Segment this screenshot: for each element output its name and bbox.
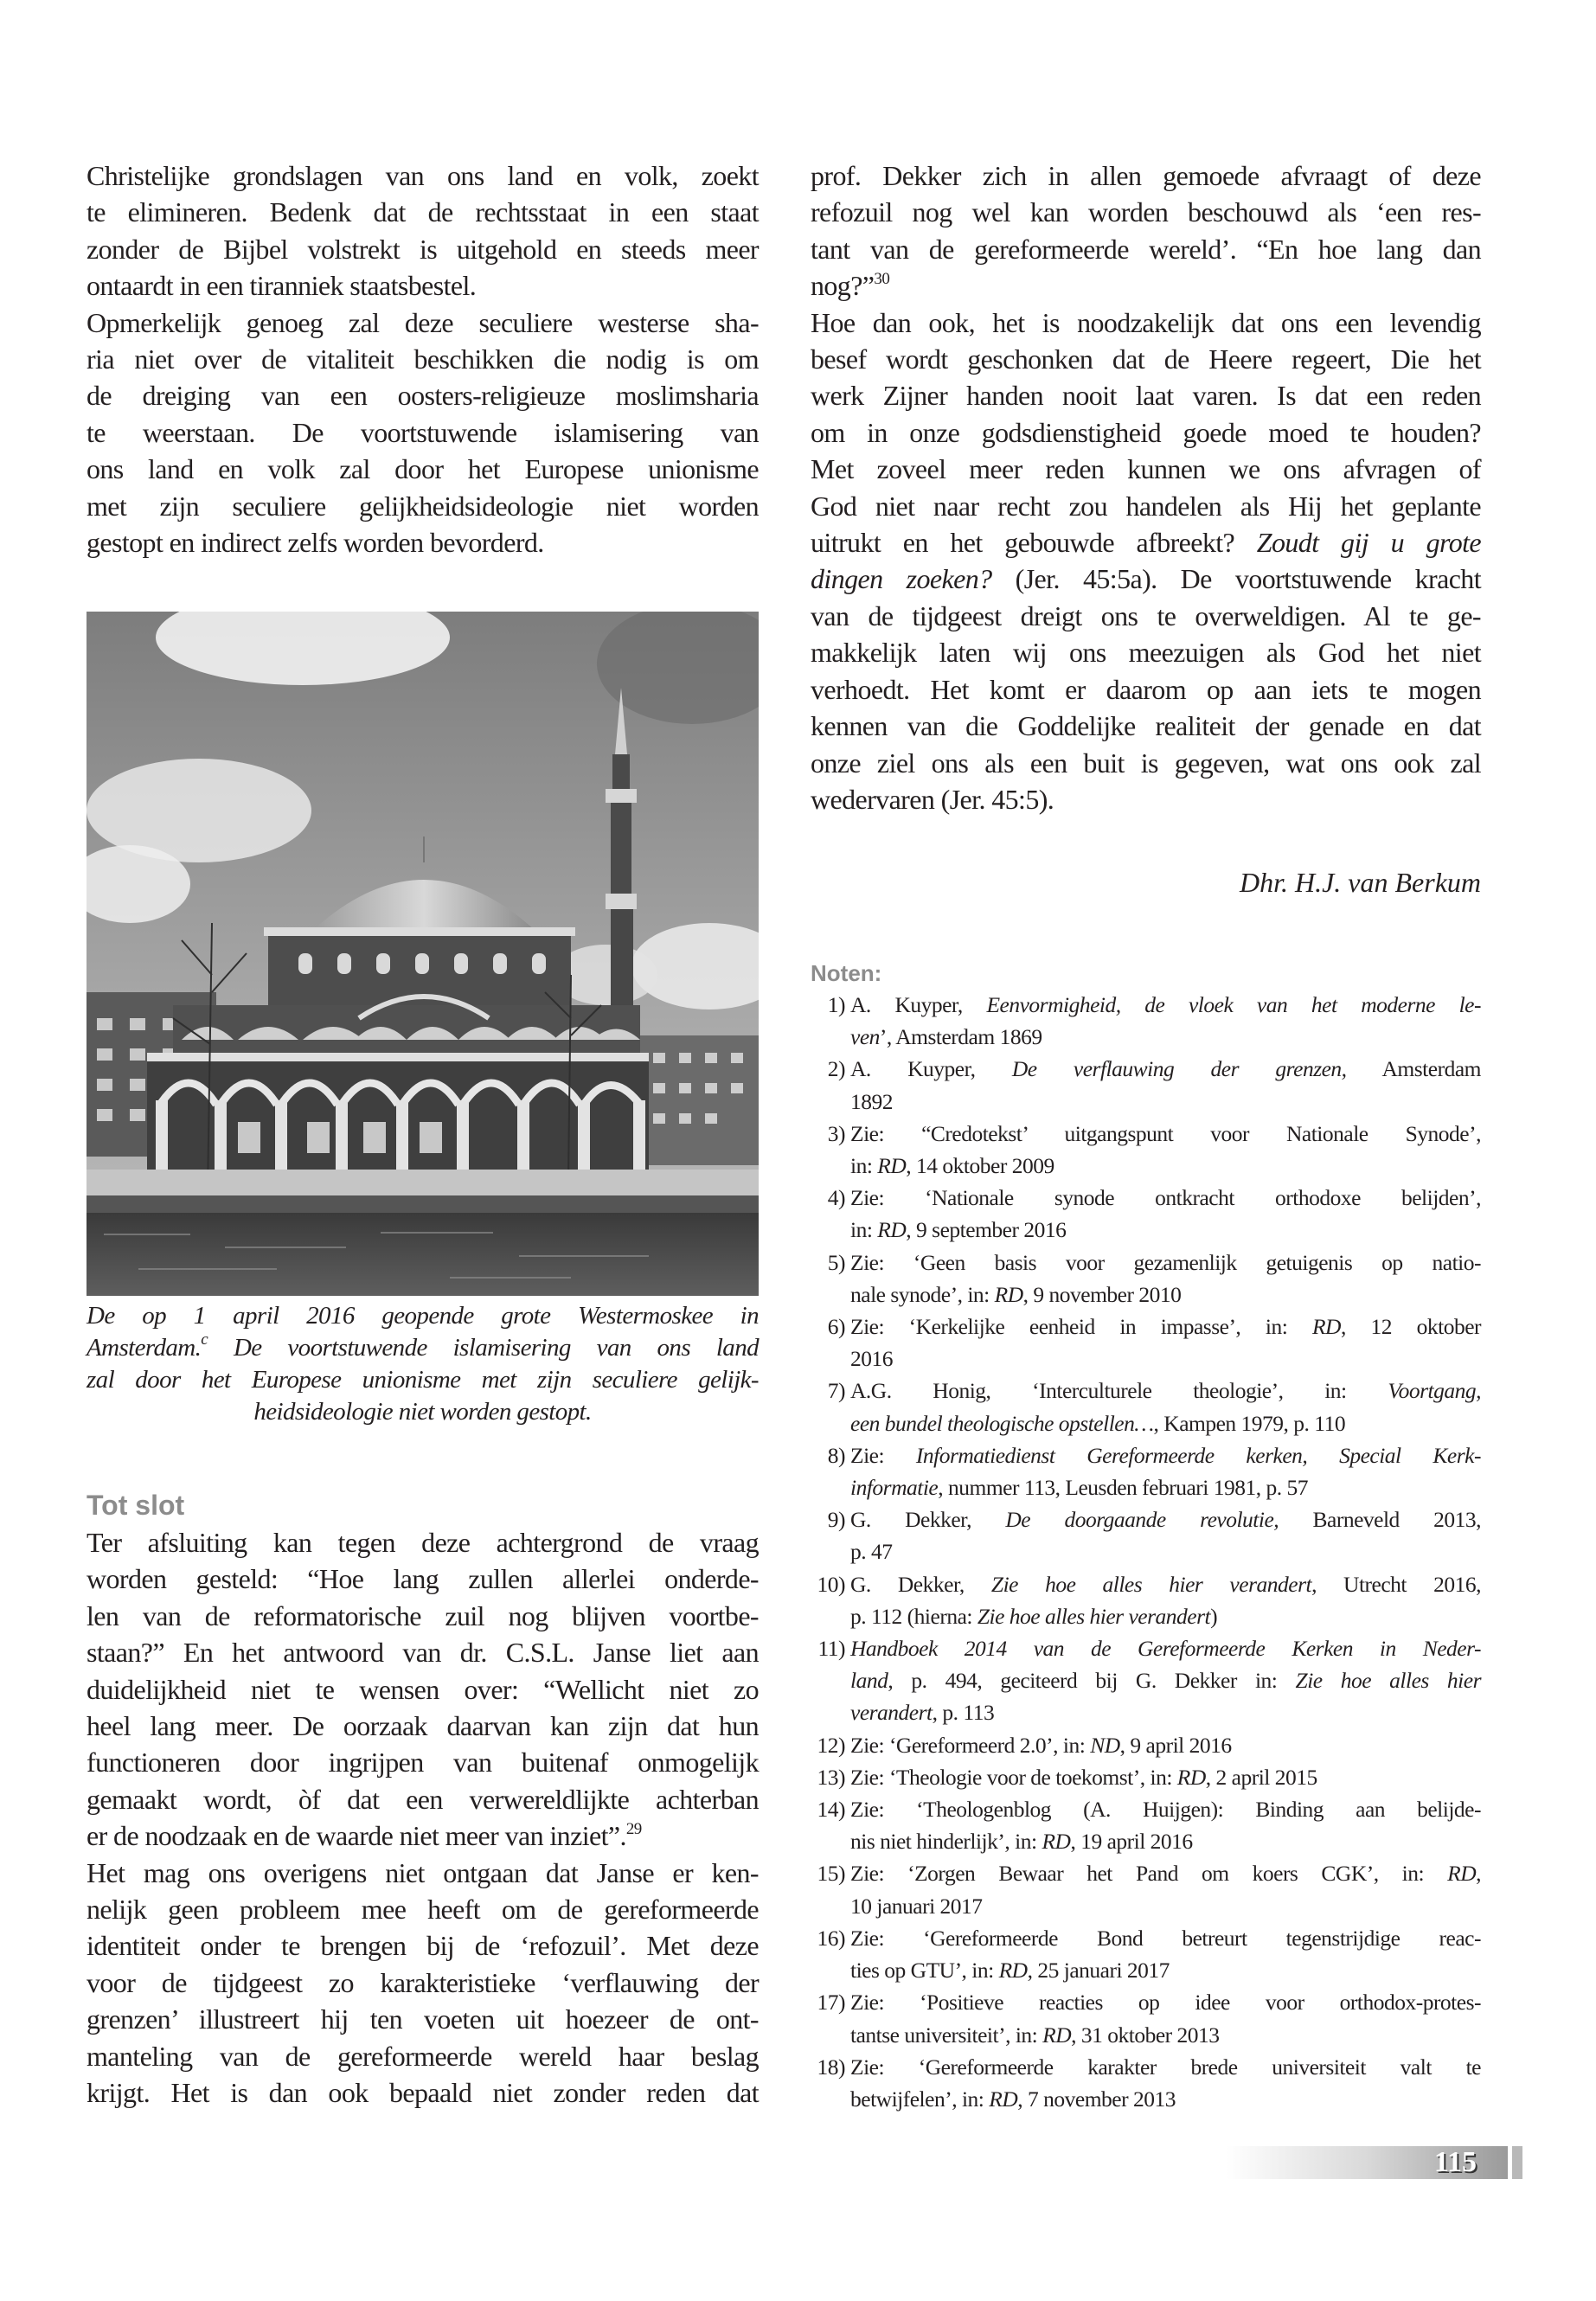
mosque-image-icon [87, 612, 759, 1296]
note-text: Zie: ‘Theologenblog (A. Huijgen): Binding aan belijde- nis niet hinderlijk’, in: RD, 19 april 2016 [850, 1797, 1481, 1855]
author-signature: Dhr. H.J. van Berkum [1239, 867, 1481, 898]
note-item [811, 2051, 1481, 2115]
mosque-photo [87, 612, 759, 1296]
note-item [811, 1761, 1481, 1793]
paragraph: Opmerkelijk genoeg zal deze seculiere westerse sha- ria niet over de vitaliteit beschikken die nodig is om de dreiging van een oosters-religieuze moslimsharia te weerstaan. De voortstuwende islamisering van ons land en volk zal door het Europese unionisme met zijn seculiere gelijkheidsideologie niet worden gestopt en indirect zelfs worden bevorderd. [87, 306, 759, 559]
note-text: Zie: ‘Gereformeerde karakter brede universiteit valt te betwijfelen’, in: RD, 7 november 2013 [850, 2054, 1481, 2112]
note-number: 3) [827, 1120, 845, 1146]
section-heading-tot-slot: Tot slot [87, 1490, 185, 1521]
note-text: Zie: ‘Zorgen Bewaar het Pand om koers CGK’, in: RD, 10 januari 2017 [850, 1861, 1481, 1919]
section-tot-slot-body [87, 1524, 759, 2112]
note-item [811, 1247, 1481, 1311]
note-item [811, 1439, 1481, 1503]
right-column-body [811, 157, 1481, 817]
note-text: G. Dekker, Zie hoe alles hier verandert, Utrecht 2016, p. 112 (hierna: Zie hoe alles hier verandert) [850, 1571, 1481, 1629]
note-text: Zie: ‘Theologie voor de toekomst’, in: RD, 2 april 2015 [850, 1764, 1317, 1790]
note-item [811, 1311, 1481, 1375]
note-number: 8) [827, 1442, 845, 1468]
note-number: 14) [817, 1797, 845, 1823]
note-number: 13) [817, 1764, 845, 1790]
note-number: 16) [817, 1925, 845, 1951]
note-text: Zie: ‘Gereformeerd 2.0’, in: ND, 9 april 2016 [850, 1732, 1232, 1758]
note-text: Zie: ‘Positieve reacties op idee voor orthodox-protes- tantse universiteit’, in: RD, 31 oktober 2013 [850, 1990, 1481, 2048]
note-number: 1) [827, 992, 845, 1017]
note-number: 17) [817, 1990, 845, 2016]
paragraph: Christelijke grondslagen van ons land en volk, zoekt te elimineren. Bedenk dat de rechtsstaat in een staat zonder de Bijbel volstrekt is uitgehold en steeds meer ontaardt in een tiranniek staatsbestel. [87, 160, 759, 302]
left-column-intro [87, 157, 759, 561]
note-number: 12) [817, 1732, 845, 1758]
note-item [811, 989, 1481, 1053]
note-number: 11) [817, 1636, 845, 1662]
note-text: Zie: Informatiedienst Gereformeerde kerken, Special Kerk- informatie, nummer 113, Leusden februari 1981, p. 57 [850, 1442, 1481, 1501]
paragraph: Het mag ons overigens niet ontgaan dat Janse er ken- nelijk geen probleem mee heeft om de gereformeerde identiteit onder te brengen bij de ‘refozuil’. Met deze voor de tijdgeest zo karakteristieke ‘verflauwing der grenzen’ illustreert hij ten voeten uit hoezeer de ont- manteling van de gereformeerde wereld haar beslag krijgt. Het is dan ook bepaald niet zonder reden dat [87, 1856, 759, 2109]
note-text: Zie: ‘Geen basis voor gezamenlijk getuigenis op natio- nale synode’, in: RD, 9 november 2010 [850, 1249, 1481, 1307]
note-item [811, 1568, 1481, 1632]
note-text: A.G. Honig, ‘Interculturele theologie’, in: Voortgang, een bundel theologische opstellen…, Kampen 1979, p. 110 [850, 1378, 1481, 1436]
bible-quote: Zoudt gij u grote [1256, 527, 1481, 559]
paragraph: prof. Dekker zich in allen gemoede afvraagt of deze refozuil nog wel kan worden beschouwd als ‘een res- tant van de gereformeerde wereld’. “En hoe lang dan nog?”$^{30}$ [811, 160, 1481, 302]
note-text: A. Kuyper, Eenvormigheid, de vloek van het moderne le- ven’, Amsterdam 1869 [850, 992, 1481, 1050]
note-number: 18) [817, 2054, 845, 2080]
footnote-ref-30[interactable]: 30 [874, 270, 890, 289]
note-text: Handboek 2014 van de Gereformeerde Kerken in Neder- land, p. 494, geciteerd bij G. Dekker in: Zie hoe alles hier verandert, p. 113 [850, 1636, 1482, 1726]
note-number: 10) [817, 1571, 845, 1597]
note-text: Zie: ‘Nationale synode ontkracht orthodoxe belijden’, in: RD, 9 september 2016 [850, 1185, 1481, 1243]
note-number: 15) [817, 1861, 845, 1887]
note-number: 2) [827, 1056, 845, 1082]
bible-quote: dingen zoeken? [811, 563, 992, 595]
note-item [811, 1632, 1481, 1729]
note-item [811, 1118, 1481, 1182]
page-number: 115 [1433, 2146, 1477, 2178]
note-text: Zie: “Credotekst’ uitgangspunt voor Nationale Synode’, in: RD, 14 oktober 2009 [850, 1120, 1481, 1179]
note-number: 5) [827, 1249, 845, 1275]
note-item [811, 1922, 1481, 1986]
footnote-marker: c [201, 1330, 208, 1349]
paragraph: Ter afsluiting kan tegen deze achtergrond de vraag worden gesteld: “Hoe lang zullen allerlei onderde- len van de reformatorische zuil nog blijven voortbe- staan?” En het antwoord van dr. C.S.L. Janse liet aan duidelijkheid niet te wensen over: “Wellicht niet zo heel lang meer. De oorzaak daarvan kan zijn dat hun functioneren door ingrijpen van buitenaf onmogelijk gemaakt wordt, òf dat een verwereldlijkte achterban er de noodzaak en de waarde niet meer van inziet”.$^{29}$ [87, 1527, 759, 1852]
note-item [811, 1729, 1481, 1761]
note-item [811, 1375, 1481, 1439]
note-text: G. Dekker, De doorgaande revolutie, Barneveld 2013, p. 47 [850, 1507, 1482, 1565]
note-item [811, 1182, 1481, 1246]
note-item [811, 1793, 1481, 1857]
note-number: 9) [827, 1507, 845, 1533]
page-number-bar [1227, 2146, 1508, 2179]
paragraph: Hoe dan ook, het is noodzakelijk dat ons een levendig besef wordt geschonken dat de Heere regeert, Die het werk Zijner handen nooit laat varen. Is dat een reden om in onze godsdienstigheid goede moed te houden? Met zoveel meer reden kunnen we ons afvragen of God niet naar recht zou handelen als Hij het geplante uitrukt en het gebouwde afbreekt? Zoudt gij u grote dingen zoeken? (Jer. 45:5a). De voortstuwende kracht van de tijdgeest dreigt ons te overweldigen. Al te ge- makkelijk laten wij ons meezuigen als God het niet verhoedt. Het komt er daarom op aan iets te mogen kennen van die Goddelijke realiteit der genade en dat onze ziel ons als een buit is gegeven, wat ons ook zal wedervaren (Jer. 45:5). [811, 306, 1481, 815]
note-text: A. Kuyper, De verflauwing der grenzen, Amsterdam 1892 [850, 1056, 1481, 1114]
page-bar-tab [1512, 2146, 1522, 2179]
notes-list [811, 989, 1481, 2115]
note-item [811, 1053, 1481, 1117]
note-number: 7) [827, 1378, 845, 1404]
note-item [811, 1857, 1481, 1921]
footnote-ref-29[interactable]: 29 [625, 1820, 642, 1839]
caption-line-2: Amsterdam.$^c$ De voortstuwende islamisering van ons land [87, 1330, 760, 1362]
note-text: Zie: ‘Kerkelijke eenheid in impasse’, in: RD, 12 oktober 2016 [850, 1314, 1481, 1372]
note-number: 6) [827, 1314, 845, 1340]
note-text: Zie: ‘Gereformeerde Bond betreurt tegenstrijdige reac- ties op GTU’, in: RD, 25 januari 2017 [850, 1925, 1481, 1984]
note-item [811, 1986, 1481, 2050]
note-item [811, 1503, 1481, 1567]
photo-caption: De op 1 april 2016 geopende grote Westermoskee in Amsterdam.$^c$ De voortstuwende islamisering van ons land zal door het Europese unionisme met zijn seculiere gelijk- heidsideologie niet worden gestopt. [87, 1302, 760, 1426]
note-number: 4) [827, 1185, 845, 1211]
notes-heading: Noten: [811, 960, 882, 986]
